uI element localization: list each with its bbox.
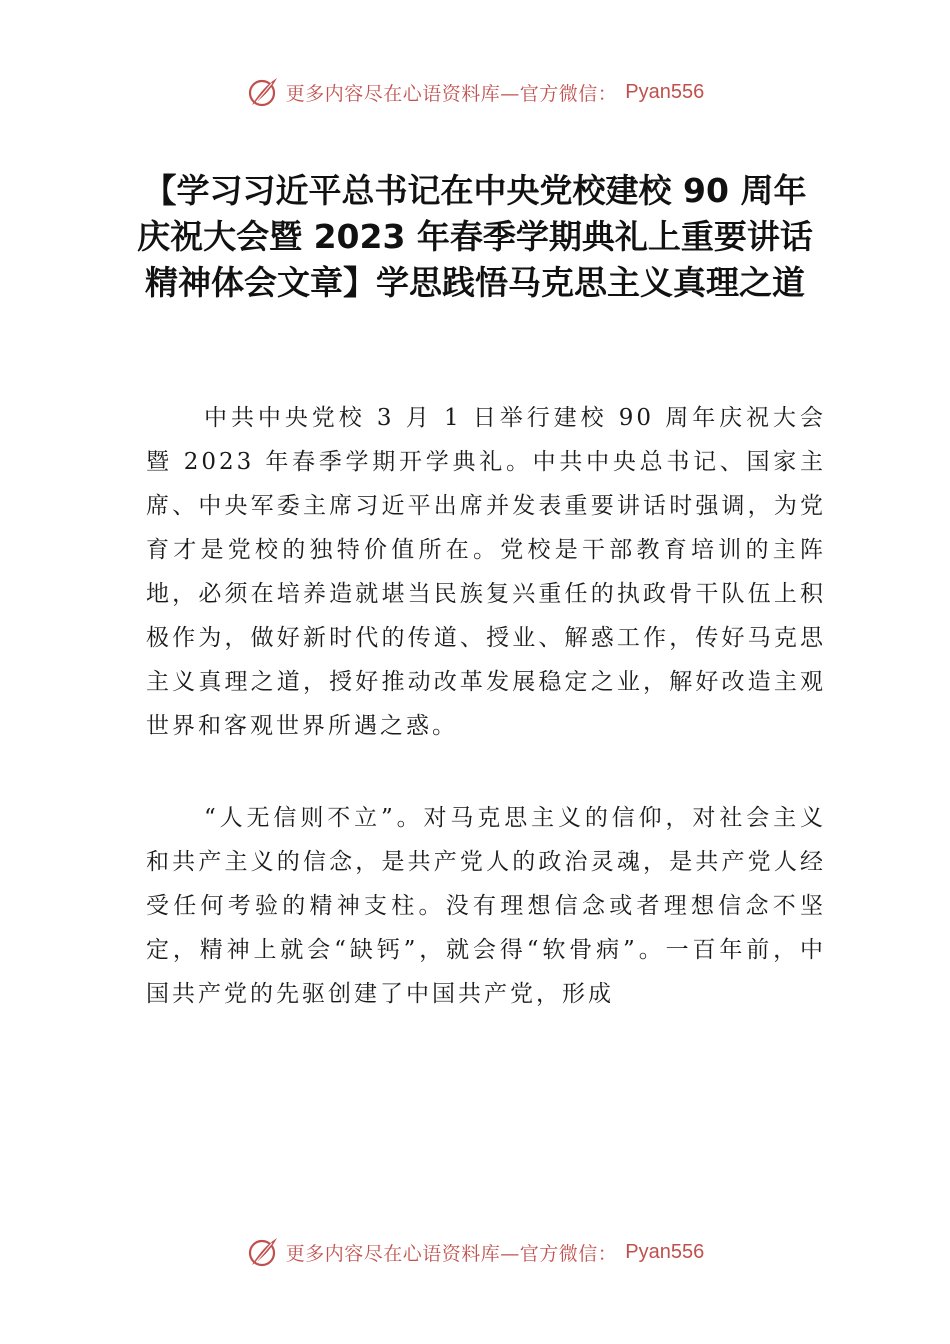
watermark-text: 更多内容尽在心语资料库—官方微信： bbox=[285, 82, 618, 105]
document-title: 【学习习近平总书记在中央党校建校 90 周年庆祝大会暨 2023 年春季学期典礼上重要讲话精神体会文章】学思践悟马克思主义真理之道 bbox=[137, 171, 813, 302]
body-paragraph-1: 中共中央党校 3 月 1 日举行建校 90 周年庆祝大会暨 2023 年春季学期开学典礼。中共中央总书记、国家主席、中央军委主席习近平出席并发表重要讲话时强调，为党育才是党校的独特价值所在。党校是干部教育培训的主阵地，必须在培养造就堪当民族复兴重任的执政骨干队伍上积极作为，做好新时代的传道、授业、解惑工作，传好马克思主义真理之道，授好推动改革发展稳定之业，解好改造主观世界和客观世界所遇之惑。 bbox=[146, 405, 826, 739]
body-paragraph-2: “人无信则不立”。对马克思主义的信仰，对社会主义和共产主义的信念，是共产党人的政治灵魂，是共产党人经受任何考验的精神支柱。没有理想信念或者理想信念不坚定，精神上就会“缺钙”，就会得“软骨病”。一百年前，中国共产党的先驱创建了中国共产党，形成 bbox=[146, 805, 826, 1007]
watermark-text: 更多内容尽在心语资料库—官方微信： bbox=[285, 1242, 618, 1265]
feather-quill-icon bbox=[246, 75, 280, 109]
feather-quill-icon bbox=[246, 1235, 280, 1269]
watermark-wechat-id: Pyan556 bbox=[625, 80, 705, 103]
footer-watermark bbox=[0, 1232, 950, 1272]
watermark-wechat-id: Pyan556 bbox=[625, 1240, 705, 1263]
header-watermark bbox=[0, 72, 950, 112]
